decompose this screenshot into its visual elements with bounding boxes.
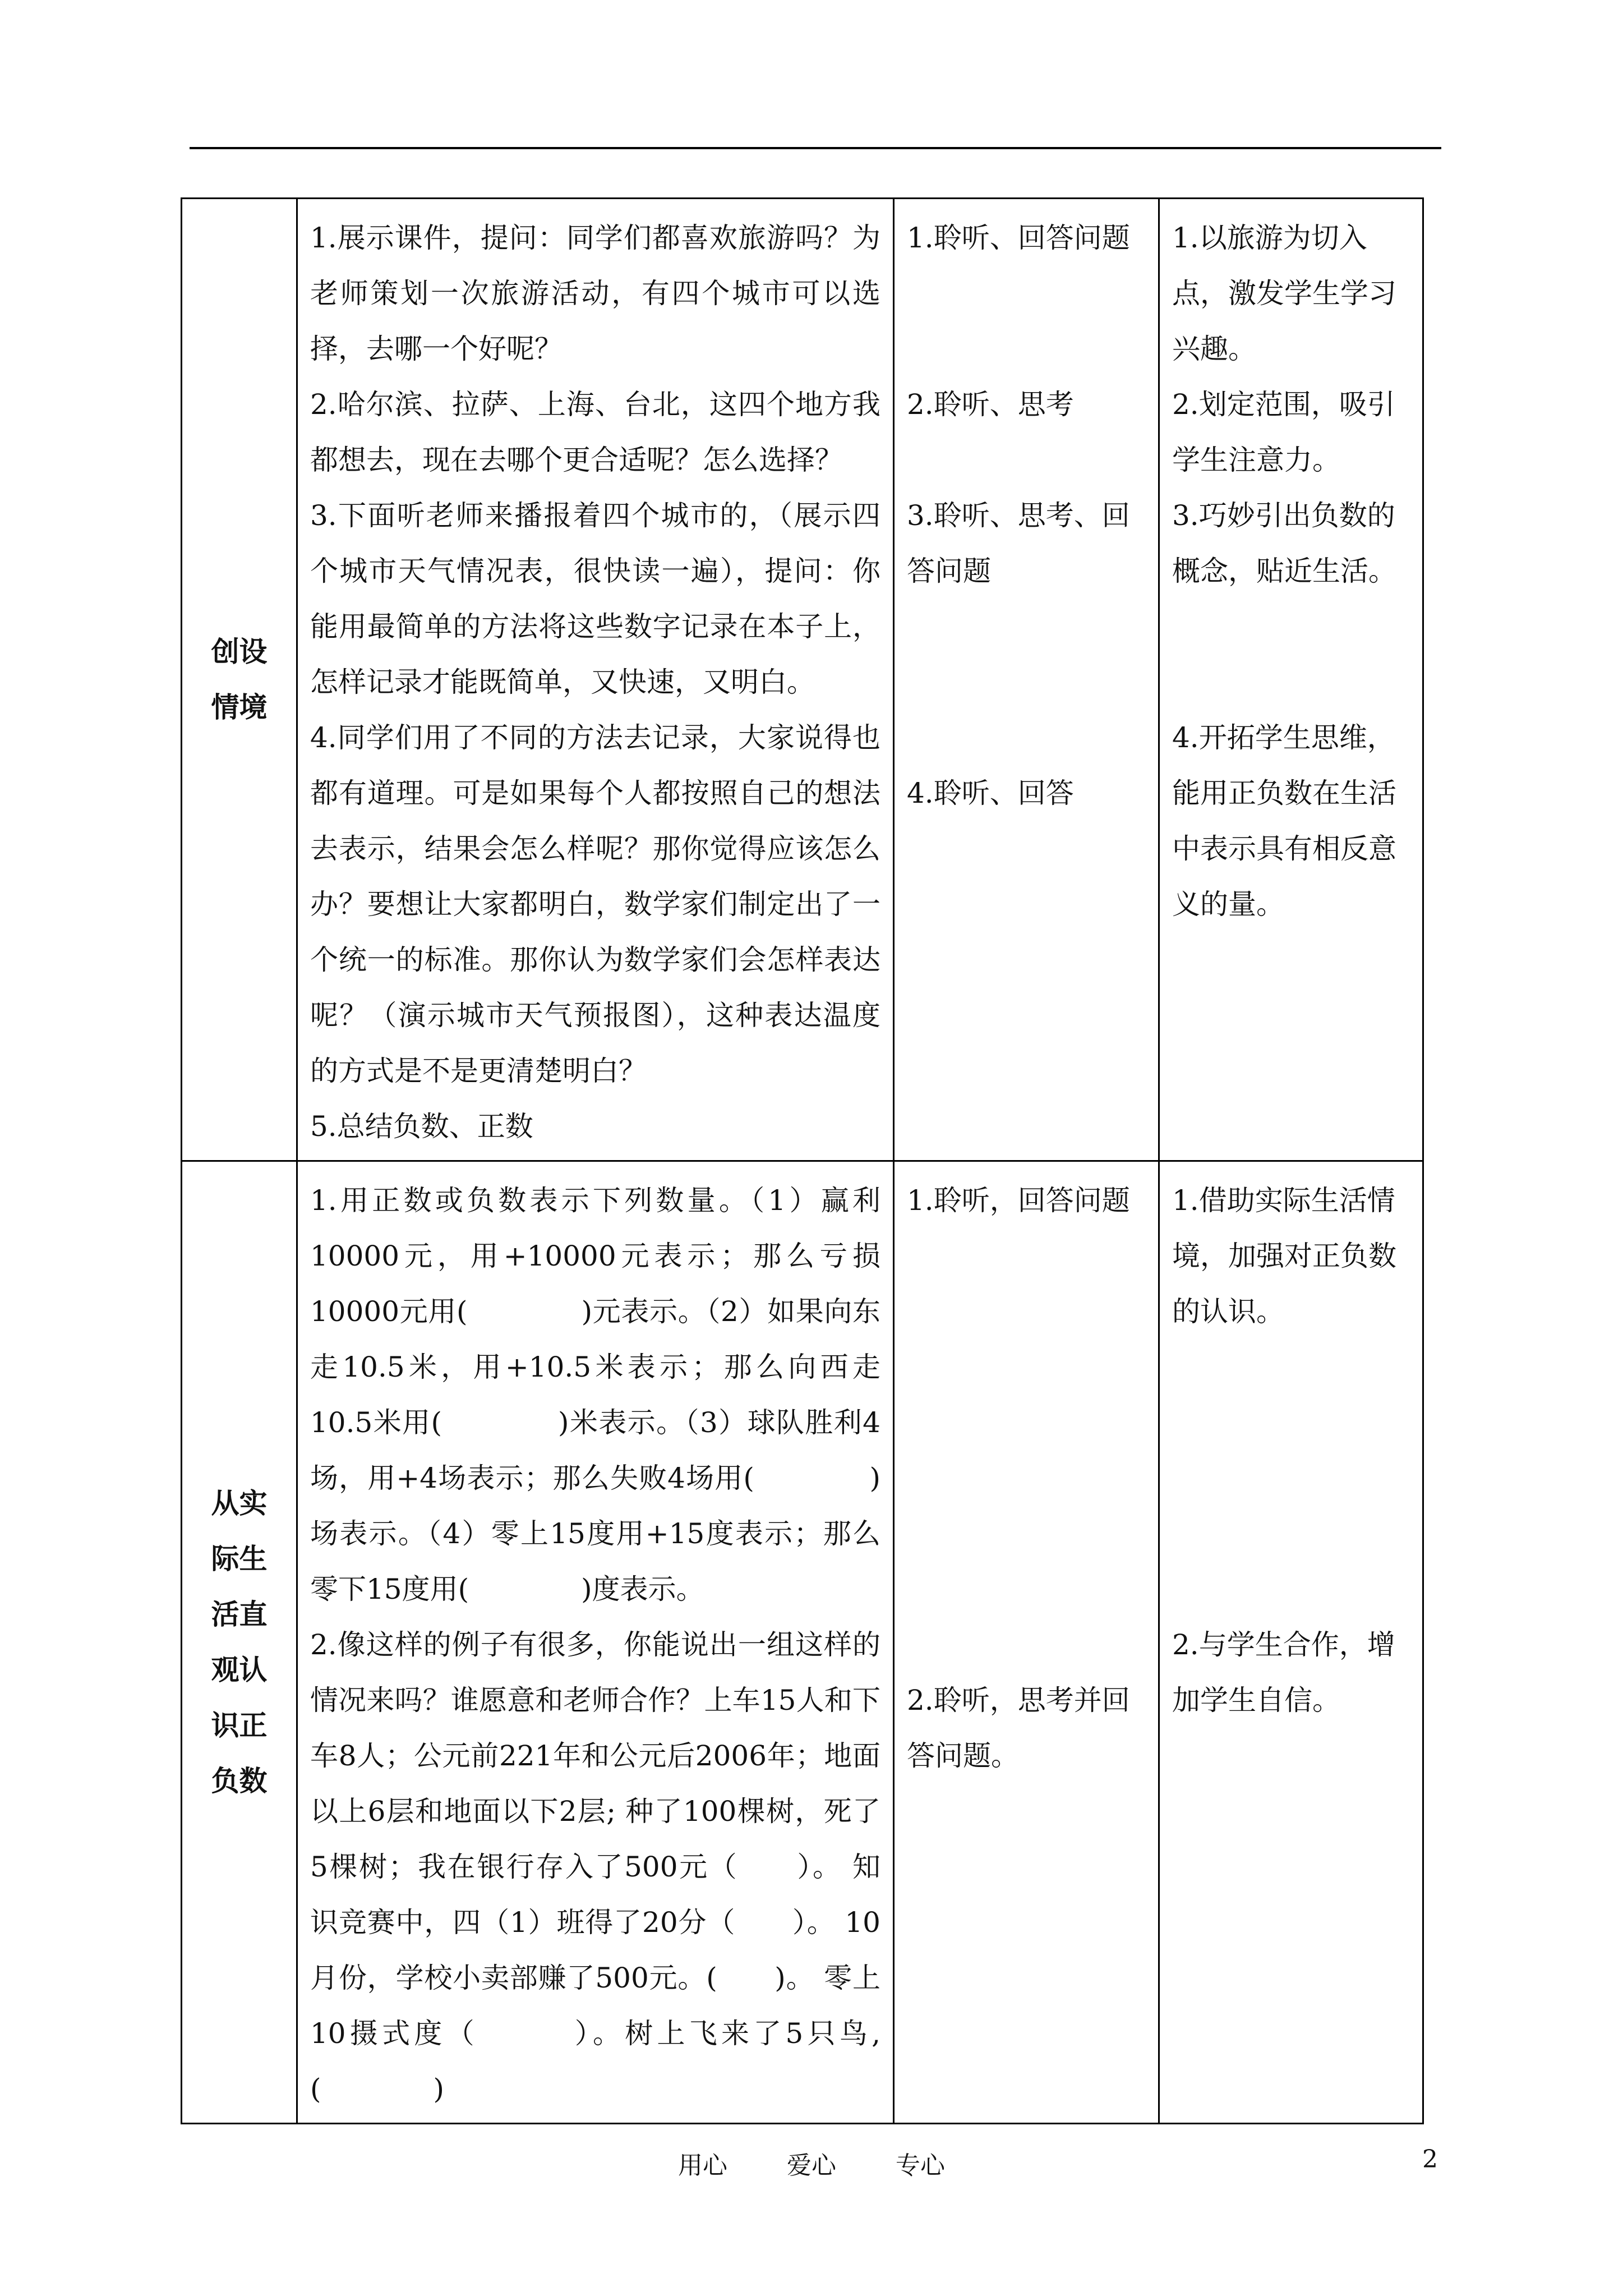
teacher-step: 2.哈尔滨、拉萨、上海、台北，这四个地方我都想去，现在去哪个更合适呢？怎么选择？ xyxy=(310,388,880,476)
stage-cell xyxy=(182,1161,297,2124)
teacher-activity-cell xyxy=(297,199,894,1161)
purpose-item: 2.与学生合作，增加学生自信。 xyxy=(1172,1628,1395,1717)
stage-label-line: 际生 xyxy=(211,1542,268,1575)
stage-label-line: 活直 xyxy=(211,1598,268,1631)
teacher-step: 3.下面听老师来播报着四个城市的，（展示四个城市天气情况表，很快读一遍），提问：你能用最简单的方法将这些数字记录在本子上，怎样记录才能既简单，又快速，又明白。 xyxy=(310,499,880,698)
purpose-item: 2.划定范围，吸引学生注意力。 xyxy=(1172,388,1395,476)
purpose-item: 3.巧妙引出负数的概念，贴近生活。 xyxy=(1172,499,1396,587)
teacher-activity-cell xyxy=(297,1161,894,2124)
student-step: 3.聆听、思考、回答问题 xyxy=(907,499,1130,587)
purpose-item: 4.开拓学生思维，能用正负数在生活中表示具有相反意义的量。 xyxy=(1172,721,1396,921)
stage-label-line: 创设 xyxy=(211,635,268,668)
student-activity-cell xyxy=(894,199,1159,1161)
teacher-step: 1.展示课件，提问：同学们都喜欢旅游吗？为老师策划一次旅游活动，有四个城市可以选择，去哪一个好呢？ xyxy=(310,222,880,365)
student-step: 4.聆听、回答 xyxy=(907,777,1074,809)
footer-motto: 爱心 xyxy=(787,2151,836,2180)
lesson-plan-table xyxy=(181,197,1424,2124)
footer-motto: 专心 xyxy=(896,2151,945,2180)
design-purpose-cell xyxy=(1159,199,1423,1161)
footer-motto: 用心 xyxy=(678,2151,727,2180)
student-step: 1.聆听、回答问题 xyxy=(907,222,1130,254)
design-purpose-cell xyxy=(1159,1161,1423,2124)
table-row xyxy=(182,199,1423,1161)
teacher-step: 2.像这样的例子有很多，你能说出一组这样的情况来吗？谁愿意和老师合作？上车15人和下车8人；公元前221年和公元后2006年；地面以上6层和地面以下2层; 种了100棵树，死了5棵树；我在银行存入了500元（ ）。 知识竞赛中，四（1）班得了20分（ ）。 10月份，学校小卖部赚了500元。( )。 零上10摄式度（ ）。树上飞来了5只鸟, ( ) xyxy=(310,1628,880,2105)
student-step: 2.聆听，思考并回答问题。 xyxy=(907,1684,1130,1772)
table-row xyxy=(182,1161,1423,2124)
page-number: 2 xyxy=(1422,2145,1438,2174)
page-footer xyxy=(0,2145,1623,2181)
teacher-step: 1.用正数或负数表示下列数量。（1）赢利10000元，用+10000元表示；那么亏损10000元用( )元表示。（2）如果向东走10.5米，用+10.5米表示；那么向西走10.5米用( )米表示。（3）球队胜利4场，用+4场表示；那么失败4场用( )场表示。（4）零上15度用+15度表示；那么零下15度用( )度表示。 xyxy=(310,1184,880,1605)
stage-label-line: 负数 xyxy=(211,1764,268,1797)
purpose-item: 1.借助实际生活情境，加强对正负数的认识。 xyxy=(1172,1184,1396,1328)
stage-label-line: 从实 xyxy=(211,1487,268,1520)
teacher-step: 4.同学们用了不同的方法去记录，大家说得也都有道理。可是如果每个人都按照自己的想法去表示，结果会怎么样呢？那你觉得应该怎么办？要想让大家都明白，数学家们制定出了一个统一的标准。那你认为数学家们会怎样表达呢？（演示城市天气预报图），这种表达温度的方式是不是更清楚明白？ xyxy=(310,721,880,1087)
stage-label-line: 识正 xyxy=(211,1709,268,1742)
purpose-item: 1.以旅游为切入点，激发学生学习兴趣。 xyxy=(1172,222,1396,365)
header-rule xyxy=(190,147,1441,149)
student-step: 2.聆听、思考 xyxy=(907,388,1074,421)
stage-label-line: 观认 xyxy=(211,1653,268,1686)
student-activity-cell xyxy=(894,1161,1159,2124)
stage-label-line: 情境 xyxy=(211,691,268,724)
teacher-step: 5.总结负数、正数 xyxy=(310,1110,533,1143)
stage-cell xyxy=(182,199,297,1161)
student-step: 1.聆听，回答问题 xyxy=(907,1184,1130,1217)
